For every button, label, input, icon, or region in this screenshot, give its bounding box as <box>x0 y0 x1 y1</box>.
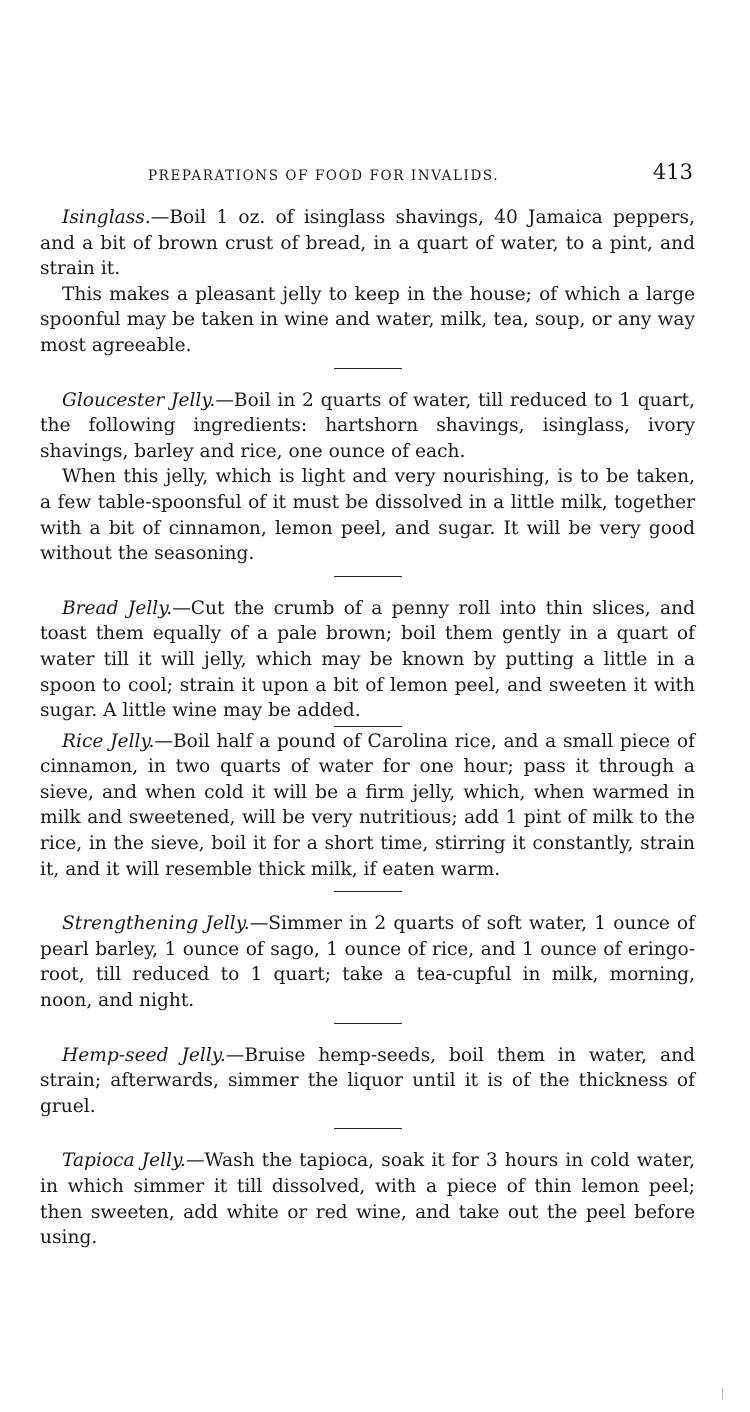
recipe-text: —Bruise hemp-seeds, boil them in water, and strain; afterwards, simmer the liquor until it is of the thickness of gruel. <box>40 1044 695 1117</box>
recipe-tapioca-jelly <box>40 1148 695 1250</box>
recipe-rice-jelly <box>40 729 695 883</box>
recipe-text: —Boil half a pound of Carolina rice, and a small piece of cinnamon, in two quarts of water for one hour; pass it through a sieve, and when cold it will be a firm jelly, which, when warmed in milk and sweetened, will be very nutritious; add 1 pint of milk to the rice, in the sieve, boil it for a short time, stirring it constantly, strain it, and it will resemble thick milk, if eaten warm. <box>40 730 695 880</box>
recipe-hemp-seed-jelly <box>40 1043 695 1120</box>
recipe-text: —Boil in 2 quarts of water, till reduced to 1 quart, the following ingredients: hartshorn shavings, isinglass, ivory shavings, barley and rice, one ounce of each. <box>40 389 696 462</box>
recipe-strengthening-jelly <box>40 911 695 1013</box>
recipe-text: When this jelly, which is light and very nourishing, is to be taken, a few table-spoonsful of it must be dissolved in a little milk, together with a bit of cinnamon, lemon peel, and sugar. It will be very good without the seasoning. <box>40 466 695 565</box>
running-title: PREPARATIONS OF FOOD FOR INVALIDS. <box>148 168 500 184</box>
recipe-title: Tapioca Jelly. <box>62 1150 186 1172</box>
recipe-title: Isinglass. <box>62 207 151 228</box>
recipe-gloucester-jelly <box>40 388 695 567</box>
recipe-bread-jelly <box>40 596 695 724</box>
recipe-text: —Simmer in 2 quarts of soft water, 1 ounce of pearl barley, 1 ounce of sago, 1 ounce of rice, and 1 ounce of eringo-root, till reduced to 1 quart; take a tea-cupful in milk, morning, noon, and night. <box>40 913 695 1012</box>
page-number: 413 <box>652 160 693 184</box>
recipe-text: —Wash the tapioca, soak it for 3 hours in cold water, in which simmer it till dissolved, with a piece of thin lemon peel; then sweeten, add white or red wine, and take out the peel before using. <box>40 1150 696 1249</box>
recipe-paragraph <box>40 911 695 1013</box>
recipe-paragraph <box>40 282 695 359</box>
recipe-text: —Cut the crumb of a penny roll into thin slices, and toast them equally of a pale brown; boil them gently in a quart of water till it will jelly, which may be known by putting a little in a spoon to cool; strain it upon a bit of lemon peel, and sweeten it with sugar. A little wine may be added. <box>40 597 696 722</box>
section-divider <box>334 891 402 892</box>
page-body <box>40 205 695 1251</box>
recipe-text: —Boil 1 oz. of isinglass shavings, 40 Jamaica peppers, and a bit of brown crust of bread, in a quart of water, to a pint, and strain it. <box>40 207 695 280</box>
recipe-paragraph <box>40 729 695 883</box>
recipe-paragraph <box>40 388 695 465</box>
recipe-paragraph <box>40 1043 695 1120</box>
section-divider <box>334 1023 402 1024</box>
recipe-text: This makes a pleasant jelly to keep in the house; of which a large spoonful may be taken in wine and water, milk, tea, soup, or any way most agreeable. <box>40 283 695 356</box>
recipe-paragraph <box>40 596 695 724</box>
recipe-title: Rice Jelly. <box>62 730 155 752</box>
recipe-title: Gloucester Jelly. <box>62 389 216 411</box>
recipe-isinglass <box>40 205 695 359</box>
recipe-paragraph <box>40 205 695 282</box>
recipe-paragraph <box>40 1148 695 1250</box>
page-header <box>40 160 695 190</box>
scan-mark <box>722 1388 723 1400</box>
section-divider <box>334 726 402 727</box>
recipe-title: Bread Jelly. <box>62 597 173 619</box>
recipe-paragraph <box>40 464 695 566</box>
recipe-title: Strengthening Jelly. <box>62 913 250 935</box>
recipe-title: Hemp-seed Jelly. <box>62 1044 226 1066</box>
section-divider <box>334 576 402 577</box>
section-divider <box>334 368 402 369</box>
section-divider <box>334 1128 402 1129</box>
